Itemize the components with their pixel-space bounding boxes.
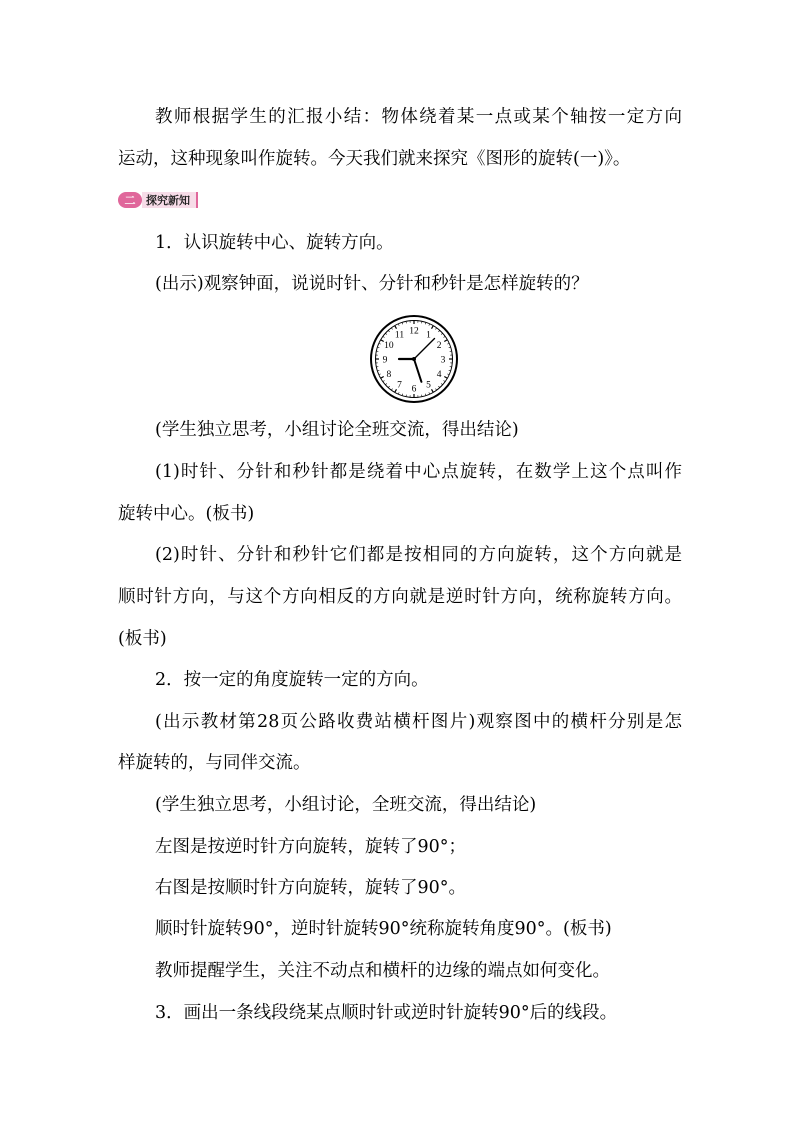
section-number: 二 xyxy=(118,192,142,208)
paragraph-line: 教师提醒学生，关注不动点和横杆的边缘的端点如何变化。 xyxy=(155,961,610,981)
paragraph-line: (出示)观察钟面，说说时针、分针和秒针是怎样旋转的？ xyxy=(155,274,589,294)
paragraph-line: 运动，这种现象叫作旋转。今天我们就来探究《图形的旋转(一)》。 xyxy=(118,149,631,169)
paragraph-line: (2)时针、分针和秒针它们都是按相同的方向旋转，这个方向就是 xyxy=(155,545,682,565)
clock-center-dot xyxy=(412,357,416,361)
paragraph-line: (板书) xyxy=(118,629,167,649)
clock-numeral: 2 xyxy=(436,341,442,351)
clock-numeral: 9 xyxy=(382,355,388,366)
paragraph-line: (1)时针、分针和秒针都是绕着中心点旋转，在数学上这个点叫作 xyxy=(155,462,682,482)
clock-figure xyxy=(369,314,459,404)
paragraph-line: (学生独立思考，小组讨论全班交流，得出结论) xyxy=(155,420,519,440)
paragraph-line: 顺时针旋转90°，逆时针旋转90°统称旋转角度90°。(板书) xyxy=(155,919,612,939)
clock-numeral: 1 xyxy=(426,330,431,341)
clock-numeral: 6 xyxy=(411,384,417,395)
paragraph-line: (学生独立思考，小组讨论，全班交流，得出结论) xyxy=(155,795,537,815)
clock-numeral: 5 xyxy=(426,380,431,391)
clock-numeral: 3 xyxy=(440,355,446,366)
section-label: 探究新知 xyxy=(142,192,198,208)
clock-numeral: 8 xyxy=(386,370,392,380)
paragraph-line: 旋转中心。(板书) xyxy=(118,504,255,524)
clock-numeral: 12 xyxy=(409,326,419,337)
item-title: 1．认识旋转中心、旋转方向。 xyxy=(155,233,394,253)
paragraph-line: (出示教材第28页公路收费站横杆图片)观察图中的横杆分别是怎 xyxy=(155,712,682,732)
paragraph-line: 教师根据学生的汇报小结：物体绕着某一点或某个轴按一定方向 xyxy=(155,107,682,127)
clock-numeral: 10 xyxy=(384,341,394,351)
item-title: 3．画出一条线段绕某点顺时针或逆时针旋转90°后的线段。 xyxy=(155,1003,618,1023)
item-title: 2．按一定的角度旋转一定的方向。 xyxy=(155,670,429,690)
paragraph-line: 顺时针方向，与这个方向相反的方向就是逆时针方向，统称旋转方向。 xyxy=(118,587,682,607)
paragraph-line: 左图是按逆时针方向旋转，旋转了90°； xyxy=(155,837,467,857)
section-heading xyxy=(118,191,198,209)
clock-numeral: 11 xyxy=(394,330,405,341)
paragraph-line: 样旋转的，与同伴交流。 xyxy=(118,753,311,773)
clock-numeral: 4 xyxy=(436,370,442,380)
paragraph-line: 右图是按顺时针方向旋转，旋转了90°。 xyxy=(155,878,467,898)
clock-numeral: 7 xyxy=(397,380,402,391)
